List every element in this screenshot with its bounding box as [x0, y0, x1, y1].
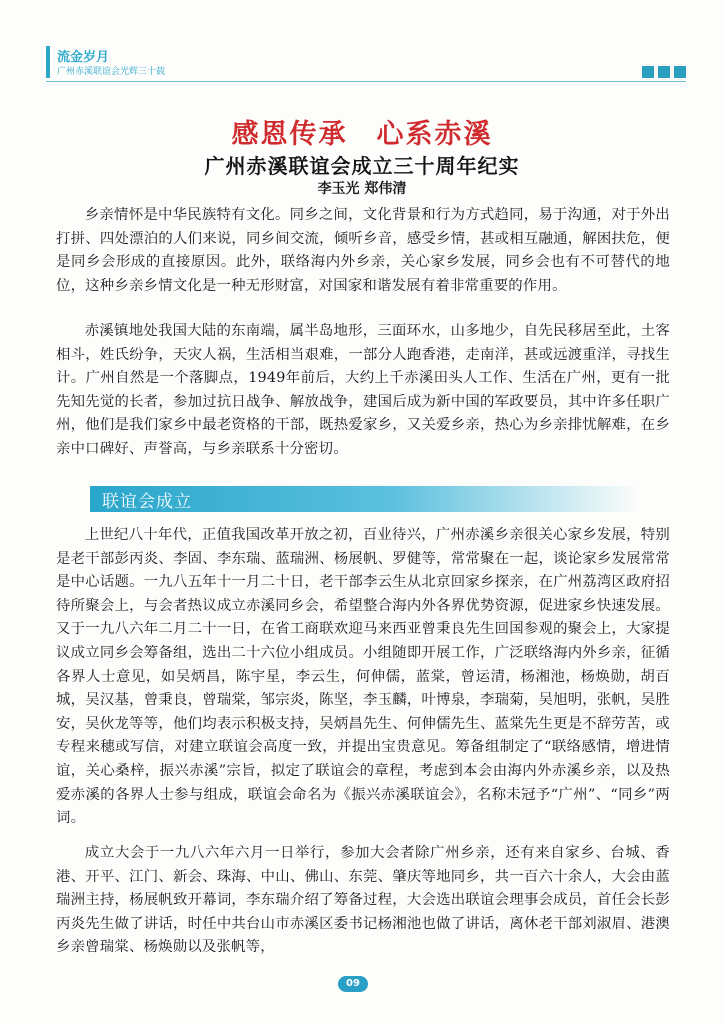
- header-divider: [46, 81, 686, 82]
- body-paragraph: 上世纪八十年代，正值我国改革开放之初，百业待兴，广州赤溪乡亲很关心家乡发展，特别是老干部彭丙炎、李固、李东瑞、蓝瑞洲、杨展帆、罗健等，常常聚在一起，谈论家乡发展常常是中心话题。一九八五年十一月二十日，老干部李云生从北京回家乡探亲，在广州荔湾区政府招待所聚会上，与会者热议成立赤溪同乡会，希望整合海内外各界优势资源，促进家乡快速发展。又于一九八六年二月二十一日，在省工商联欢迎马来西亚曾秉良先生回国参观的聚会上，大家提议成立同乡会筹备组，选出二十六位小组成员。小组随即开展工作，广泛联络海内外乡亲，征循各界人士意见，如吴炳昌，陈宇星，李云生，何伸儒，蓝棠，曾运清，杨湘池，杨焕勋，胡百城，吴汉基，曾秉良，曾瑞棠，邹宗炎，陈坚，李玉麟，叶博泉，李瑞菊，吴旭明，张帆，吴胜安，吴伙龙等等，他们均表示积极支持，吴炳昌先生、何伸儒先生、蓝棠先生更是不辞劳苦，或专程来穗或写信，对建立联谊会高度一致，并提出宝贵意见。筹备组制定了“联络感情，增进情谊，关心桑梓，振兴赤溪”宗旨，拟定了联谊会的章程，考虑到本会由海内外赤溪乡亲，以及热爱赤溪的各界人士参与组成，联谊会命名为《振兴赤溪联谊会》，名称未冠予“广州”、“同乡”两词。: [56, 527, 670, 827]
- article-authors: 李玉光 郑伟清: [317, 181, 407, 197]
- header-accent-bar: [46, 46, 50, 78]
- decor-square: [658, 66, 670, 78]
- running-header: [46, 44, 686, 84]
- body-paragraph: 乡亲情怀是中华民族特有文化。同乡之间，文化背景和行为方式趋同，易于沟通，对于外出打拼、四处漂泊的人们来说，同乡间交流，倾听乡音，感受乡情，甚或相互融通，解困扶危，便是同乡会形成的直接原因。此外，联络海内外乡亲，关心家乡发展，同乡会也有不可替代的地位，这种乡亲乡情文化是一种无形财富，对国家和谐发展有着非常重要的作用。: [56, 207, 670, 294]
- header-subtitle: 广州赤溪联谊会光辉三十载: [57, 67, 166, 77]
- body-paragraph: 赤溪镇地处我国大陆的东南端，属半岛地形，三面环水，山多地少，自先民移居至此，土客相斗，姓氏纷争，天灾人祸，生活相当艰难，一部分人跑香港，走南洋，甚或远渡重洋，寻找生计。广州自然是一个落脚点，1949年前后，大约上千赤溪田头人工作、生活在广州，更有一批先知先觉的长者，参加过抗日战争、解放战争，建国后成为新中国的军政要员，其中许多任职广州，他们是我们家乡中最老资格的干部，既热爱家乡，又关爱乡亲，热心为乡亲排忧解难，在乡亲中口碑好、声誉高，与乡亲联系十分密切。: [56, 323, 670, 457]
- article-title: 感恩传承 心系赤溪: [231, 119, 493, 150]
- decor-square: [642, 66, 654, 78]
- header-decoration-squares: [642, 66, 686, 78]
- section-heading-banner: [90, 486, 640, 512]
- article-subtitle: 广州赤溪联谊会成立三十周年纪实: [204, 154, 520, 178]
- section-heading: 联谊会成立: [102, 492, 192, 512]
- decor-square: [674, 66, 686, 78]
- header-title: 流金岁月: [57, 50, 110, 65]
- page-number: 09: [338, 976, 368, 992]
- body-paragraph: 成立大会于一九八六年六月一日举行，参加大会者除广州乡亲，还有来自家乡、台城、香港、开平、江门、新会、珠海、中山、佛山、东莞、肇庆等地同乡，共一百六十余人，大会由蓝瑞洲主持，杨展帆致开幕词，李东瑞介绍了筹备过程，大会选出联谊会理事会成员，首任会长彭丙炎先生做了讲话，时任中共台山市赤溪区委书记杨湘池也做了讲话，离休老干部刘淑眉、港澳乡亲曾瑞棠、杨焕勋以及张帆等，: [56, 845, 670, 956]
